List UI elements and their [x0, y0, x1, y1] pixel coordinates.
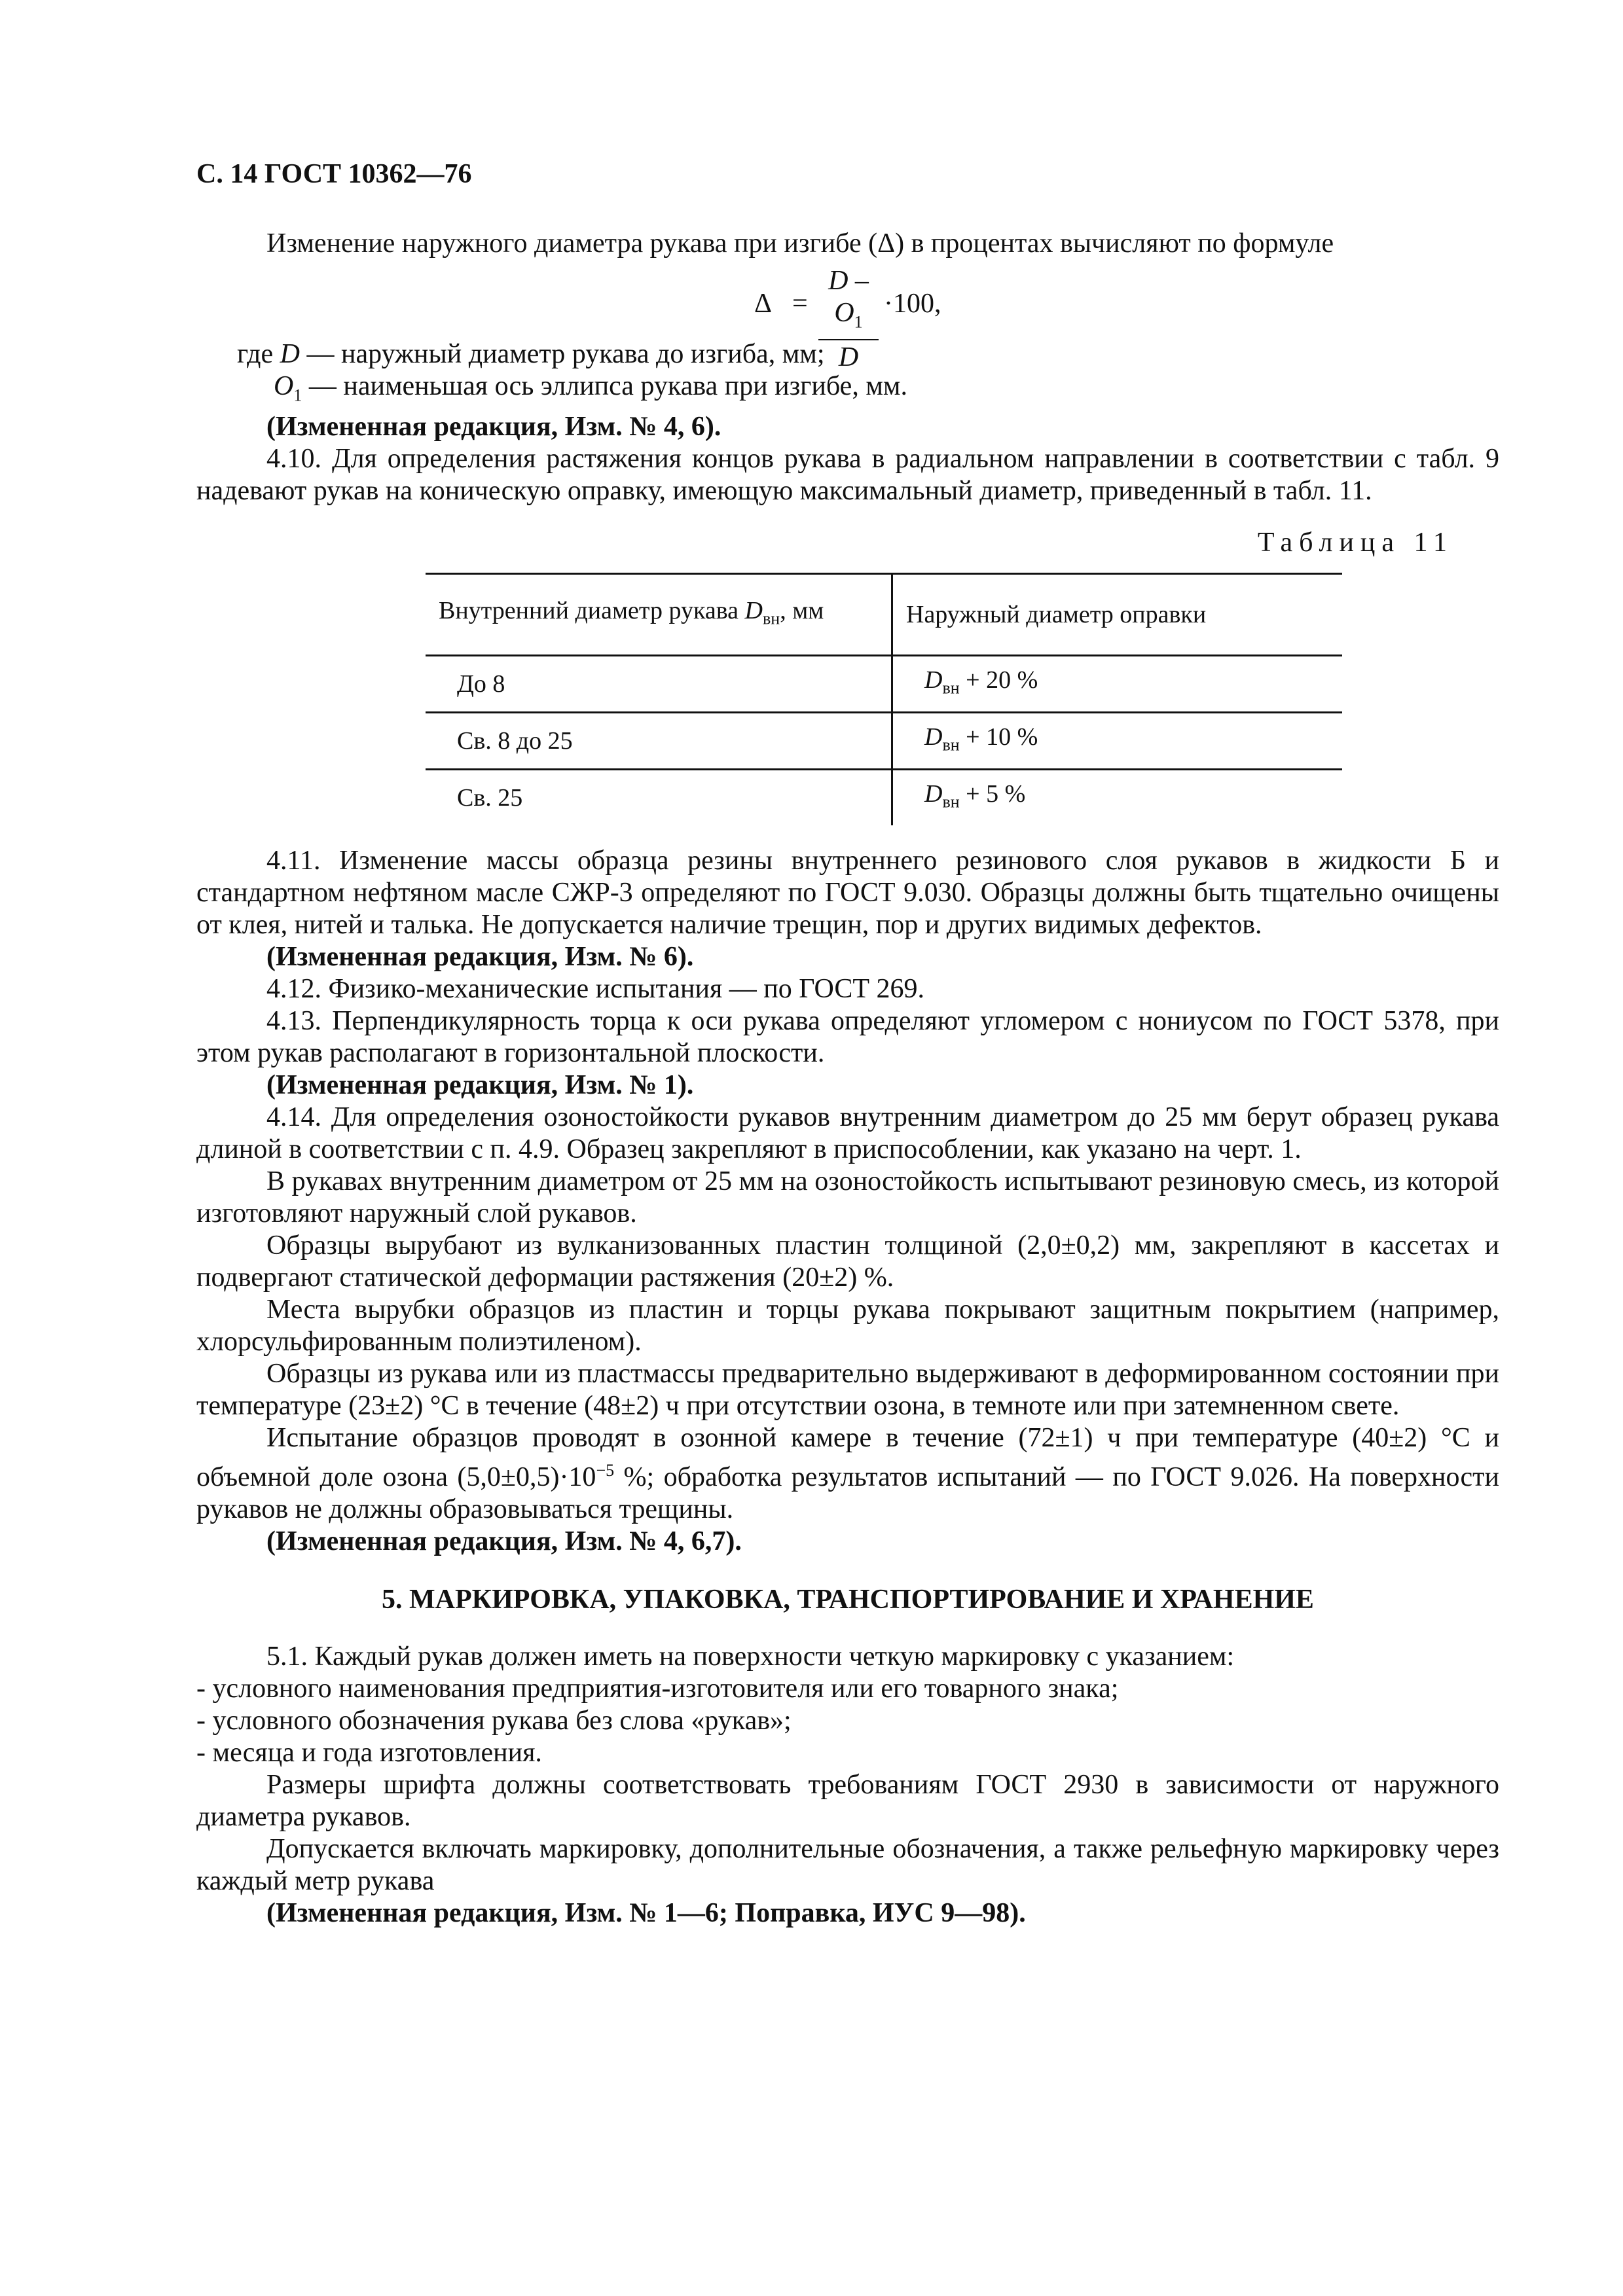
table-row [426, 713, 1342, 770]
revision-note: (Измененная редакция, Изм. № 4, 6,7). [266, 1526, 742, 1557]
document-body [196, 228, 1499, 1929]
paragraph-4-14-large-diameter: В рукавах внутренним диаметром от 25 мм на озоностойкость испытывают резиновую смесь, из которой изготовляют наружный слой рукавов. [196, 1166, 1499, 1229]
table-row [426, 770, 1342, 826]
revision-note: (Измененная редакция, Изм. № 1). [266, 1070, 694, 1101]
section-5-title: 5. МАРКИРОВКА, УПАКОВКА, ТРАНСПОРТИРОВАНИЕ И ХРАНЕНИЕ [382, 1585, 1314, 1615]
formula-denominator: D [838, 342, 859, 373]
revision-note: (Измененная редакция, Изм. № 6). [266, 942, 694, 973]
formula-fraction [818, 265, 879, 374]
paragraph-4-13: 4.13. Перпендикулярность торца к оси рукава определяют угломером с нониусом по ГОСТ 5378, при этом рукав располагают в горизонтальной плоскости. [196, 1006, 1499, 1069]
table-header-inner-diameter: Внутренний диаметр рукава $D_{вн}$, мм [426, 574, 892, 656]
paragraph-4-14: 4.14. Для определения озоностойкости рукавов внутренним диаметром до 25 мм берут образец рукава длиной в соответствии с п. 4.9. Образец закрепляют в приспособлении, как указано на черт. 1. [196, 1102, 1499, 1165]
formula-numerator: D – $O_1$ [818, 265, 879, 340]
table-cell: $D_{вн} + 5$ % [924, 780, 1026, 812]
intro-paragraph: Изменение наружного диаметра рукава при изгибе (Δ) в процентах вычисляют по формуле [266, 228, 1334, 259]
table-cell: $D_{вн} + 10$ % [892, 713, 1343, 770]
formula-multiplier: ·100, [884, 289, 941, 319]
table-cell: До 8 [426, 656, 892, 713]
paragraph-5-1-additional: Допускается включать маркировку, дополнительные обозначения, а также рельефную маркировку через каждый метр рукава [196, 1834, 1499, 1897]
table-row [426, 656, 1342, 713]
where-d-line: где D — наружный диаметр рукава до изгиба, мм; [237, 339, 825, 369]
formula-delta: Δ [754, 289, 773, 319]
revision-note: (Измененная редакция, Изм. № 4, 6). [266, 412, 721, 442]
paragraph-4-12: 4.12. Физико-механические испытания — по ГОСТ 269. [266, 974, 924, 1005]
table-caption: Таблица 11 [1257, 528, 1453, 558]
table-header-outer-diameter: Наружный диаметр оправки [892, 574, 1343, 656]
paragraph-4-11: 4.11. Изменение массы образца резины внутреннего резинового слоя рукавов в жидкости Б и стандартном нефтяном масле СЖР-3 определяют по ГОСТ 9.030. Образцы должны быть тщательно очищены от клея, нитей и талька. Не допускается наличие трещин, пор и других видимых дефектов. [196, 846, 1499, 941]
where-o-line: $O_1$ — наименьшая ось эллипса рукава при изгибе, мм. [274, 371, 907, 405]
formula-equals: = [792, 289, 808, 319]
table-header-row [426, 574, 1342, 656]
list-item: - месяца и года изготовления. [196, 1738, 542, 1768]
paragraph-5-1: 5.1. Каждый рукав должен иметь на поверхности четкую маркировку с указанием: [266, 1641, 1235, 1672]
list-item: - условного наименования предприятия-изготовителя или его товарного знака; [196, 1674, 1119, 1704]
revision-note: (Измененная редакция, Изм. № 1—6; Поправка, ИУС 9—98). [266, 1898, 1026, 1929]
table-cell: Св. 25 [426, 770, 892, 826]
paragraph-4-14-samples: Образцы вырубают из вулканизованных пластин толщиной (2,0±0,2) мм, закрепляют в кассетах и подвергают статической деформации растяжения (20±2) %. [196, 1230, 1499, 1293]
paragraph-4-14-coating: Места вырубки образцов из пластин и торцы рукава покрывают защитным покрытием (например, хлорсульфированным полиэтиленом). [196, 1295, 1499, 1357]
table-cell: $D_{вн} + 20$ % [892, 656, 1343, 713]
paragraph-4-14-conditioning: Образцы из рукава или из пластмассы предварительно выдерживают в деформированном состоянии при температуре (23±2) °С в течение (48±2) ч при отсутствии озона, в темноте или при затемненном свете. [196, 1359, 1499, 1422]
paragraph-4-14-ozone-test: Испытание образцов проводят в озонной камере в течение (72±1) ч при температуре (40±2) °С и объемной доле озона $(5,0\pm 0,5)\cdot 10^{-5}$ %; обработка результатов испытаний — по ГОСТ 9.026. На поверхности рукавов не должны образовываться трещины. [196, 1423, 1499, 1525]
table-cell: Св. 8 до 25 [426, 713, 892, 770]
list-item: - условного обозначения рукава без слова «рукав»; [196, 1706, 792, 1736]
page-header: С. 14 ГОСТ 10362—76 [196, 159, 472, 189]
paragraph-5-1-font-size: Размеры шрифта должны соответствовать требованиям ГОСТ 2930 в зависимости от наружного диаметра рукавов. [196, 1770, 1499, 1833]
paragraph-4-10: 4.10. Для определения растяжения концов рукава в радиальном направлении в соответствии с табл. 9 надевают рукав на коническую оправку, имеющую максимальный диаметр, приведенный в табл. 11. [196, 444, 1499, 507]
table-11 [426, 573, 1342, 825]
